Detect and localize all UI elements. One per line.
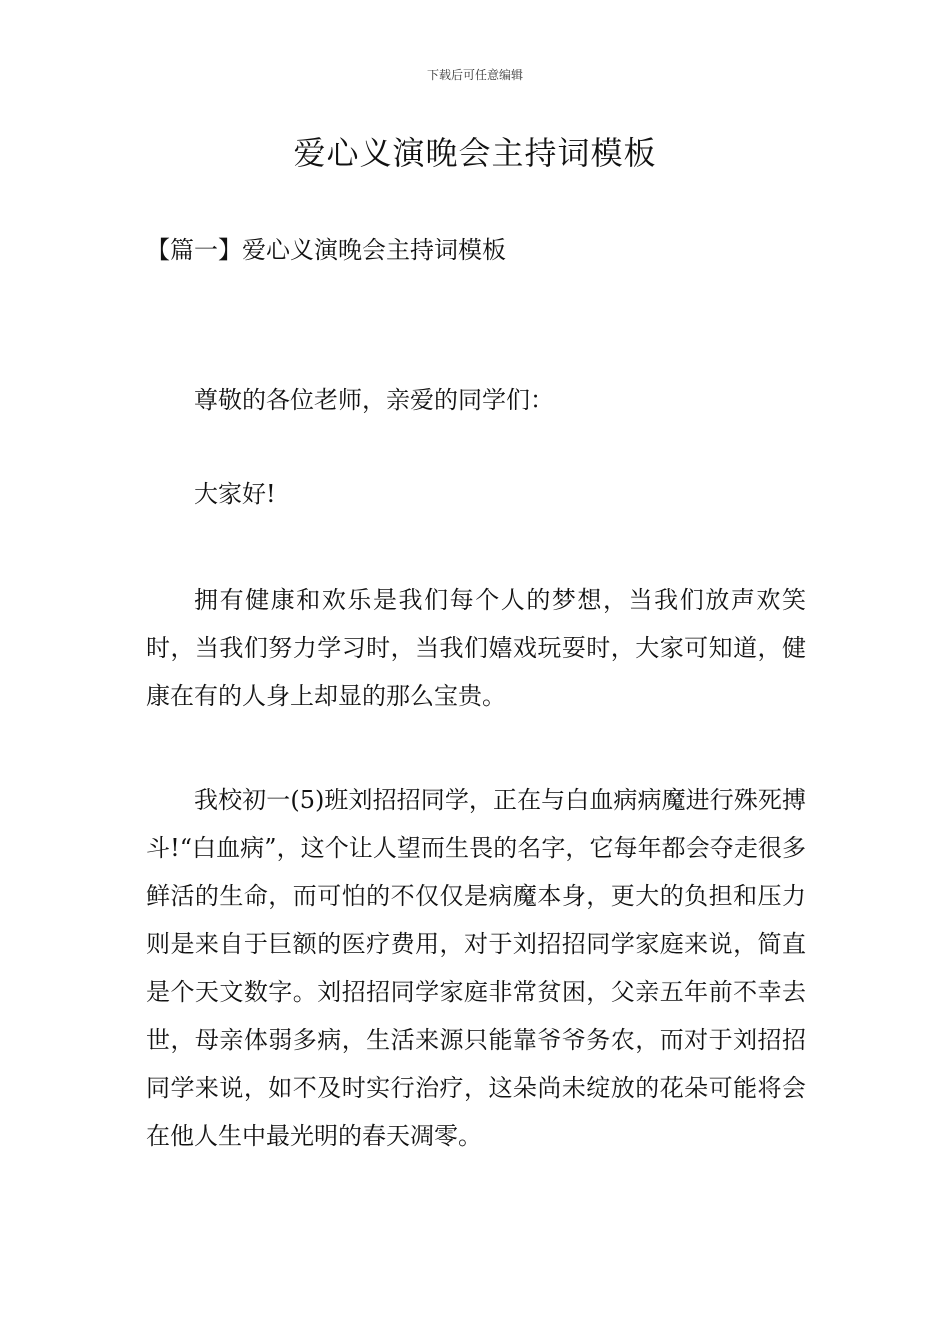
document-title: 爱心义演晚会主持词模板: [293, 134, 657, 172]
body-paragraph: 拥有健康和欢乐是我们每个人的梦想，当我们放声欢笑时，当我们努力学习时，当我们嬉戏玩耍时，大家可知道，健康在有的人身上却显的那么宝贵。: [146, 586, 806, 710]
salutation-paragraph: 尊敬的各位老师，亲爱的同学们：: [194, 386, 554, 414]
body-paragraph: 我校初一(5)班刘招招同学，正在与白血病病魔进行殊死搏斗!“白血病”，这个让人望而生畏的名字，它每年都会夺走很多鲜活的生命，而可怕的不仅仅是病魔本身，更大的负担和压力则是来自于巨额的医疗费用，对于刘招招同学家庭来说，简直是个天文数字。刘招招同学家庭非常贫困，父亲五年前不幸去世，母亲体弱多病，生活来源只能靠爷爷务农，而对于刘招招同学来说，如不及时实行治疗，这朵尚未绽放的花朵可能将会在他人生中最光明的春天凋零。: [146, 786, 806, 1150]
document-body: [146, 376, 806, 1160]
header-note: 下载后可任意编辑: [426, 68, 523, 82]
section-heading: 【篇一】爱心义演晚会主持词模板: [146, 236, 506, 264]
greeting-paragraph: 大家好!: [194, 480, 276, 508]
